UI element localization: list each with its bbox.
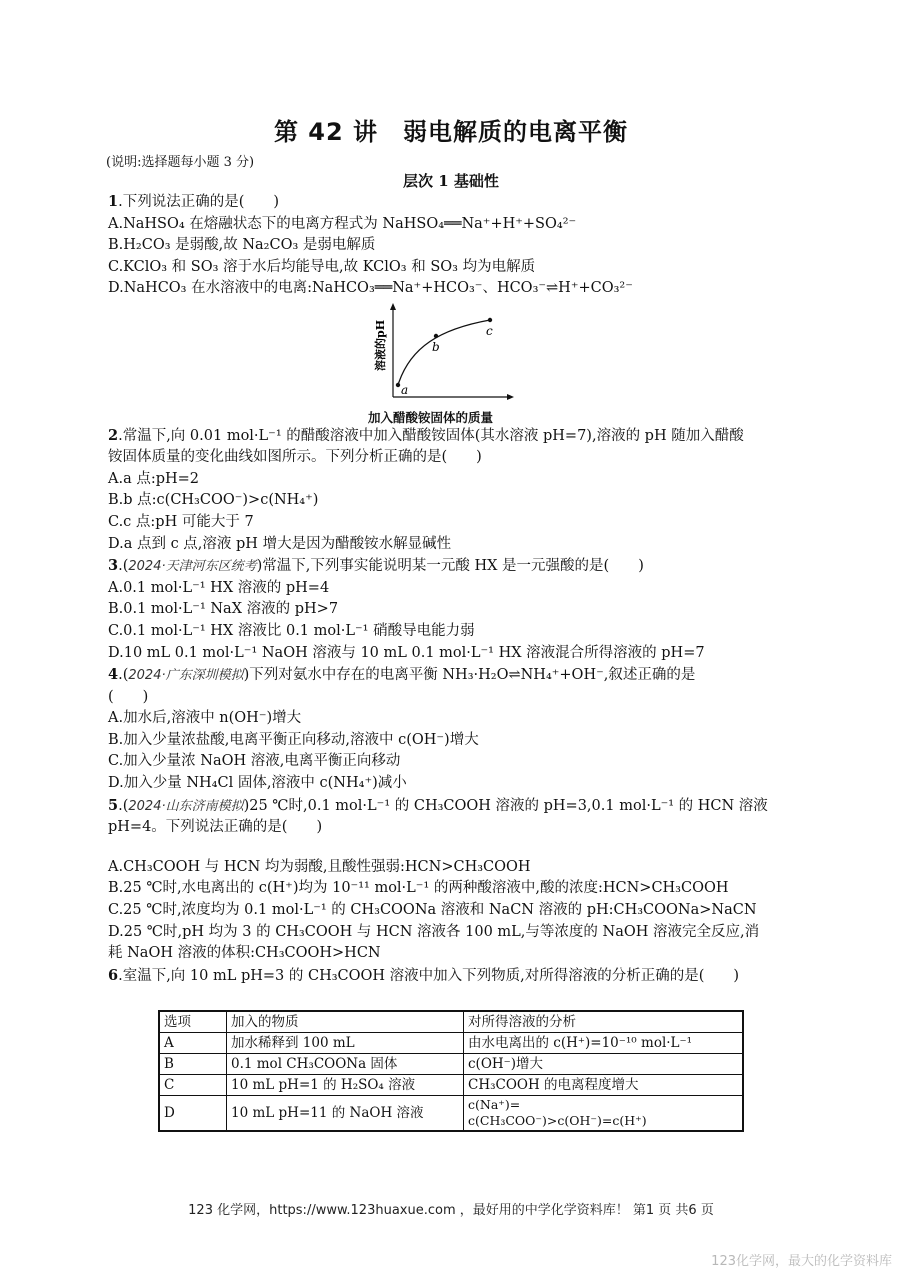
q6-stem: 6.室温下,向 10 mL pH=3 的 CH₃COOH 溶液中加入下列物质,对所得溶液的分析正确的是( )	[108, 966, 740, 984]
q5-source: 2024·山东济南模拟	[128, 798, 244, 814]
q1-option-a: A.NaHSO₄ 在熔融状态下的电离方程式为 NaHSO₄══Na⁺+H⁺+SO₄²⁻	[108, 215, 577, 232]
ph-curve	[398, 320, 490, 385]
q5-option-d: D.25 ℃时,pH 均为 3 的 CH₃COOH 与 HCN 溶液各 100 mL,与等浓度的 NaOH 溶液完全反应,消	[108, 923, 760, 940]
q3-option-b: B.0.1 mol·L⁻¹ NaX 溶液的 pH>7	[108, 601, 339, 618]
point-a	[396, 383, 400, 387]
q5-number: 5	[108, 796, 119, 814]
q2-stem: 2.常温下,向 0.01 mol·L⁻¹ 的醋酸溶液中加入醋酸铵固体(其水溶液 pH=7),溶液的 pH 随加入醋酸	[108, 426, 744, 444]
y-axis-label: 溶液的pH	[374, 319, 387, 371]
table-cell: 0.1 mol CH₃COONa 固体	[227, 1054, 464, 1075]
point-b-label: b	[432, 339, 440, 354]
site-watermark: 123化学网，最大的化学资料库	[711, 1254, 892, 1269]
answer-table	[158, 1010, 744, 1132]
q1-stem: 1.下列说法正确的是( )	[108, 193, 280, 210]
graph-x-label: 加入醋酸铵固体的质量	[368, 409, 494, 425]
table-cell: C	[159, 1075, 227, 1096]
q2-option-b: B.b 点:c(CH₃COO⁻)>c(NH₄⁺)	[108, 492, 319, 509]
table-cell: 10 mL pH=11 的 NaOH 溶液	[227, 1096, 464, 1132]
table-header-cell: 加入的物质	[227, 1011, 464, 1033]
table-header-row	[159, 1011, 743, 1033]
table-cell: 由水电离出的 c(H⁺)=10⁻¹⁰ mol·L⁻¹	[464, 1033, 744, 1054]
q4-stem: 4.(2024·广东深圳模拟)下列对氨水中存在的电离平衡 NH₃·H₂O⇌NH₄⁺+OH⁻,叙述正确的是	[108, 666, 696, 684]
x-axis-arrow	[507, 394, 514, 400]
table-cell	[464, 1096, 744, 1132]
q3-source: 2024·天津河东区统考	[128, 559, 257, 575]
q2-option-a: A.a 点:pH=2	[108, 470, 200, 487]
table-header-cell: 对所得溶液的分析	[464, 1011, 744, 1033]
q6-number: 6	[108, 966, 119, 984]
table-cell: B	[159, 1054, 227, 1075]
table-cell: A	[159, 1033, 227, 1054]
q4-blank: ( )	[108, 688, 149, 705]
table-cell: c(OH⁻)增大	[464, 1054, 744, 1075]
ph-curve-graph	[368, 303, 518, 403]
q4-source: 2024·广东深圳模拟	[128, 668, 244, 684]
q5-option-c: C.25 ℃时,浓度均为 0.1 mol·L⁻¹ 的 CH₃COONa 溶液和 NaCN 溶液的 pH:CH₃COONa>NaCN	[108, 902, 757, 919]
q5-option-a: A.CH₃COOH 与 HCN 均为弱酸,且酸性强弱:HCN>CH₃COOH	[108, 858, 531, 875]
q3-number: 3	[108, 557, 119, 575]
q2-stem-cont: 铵固体质量的变化曲线如图所示。下列分析正确的是( )	[108, 449, 482, 466]
table-cell: 加水稀释到 100 mL	[227, 1033, 464, 1054]
q4-number: 4	[108, 666, 119, 684]
y-axis-arrow	[390, 303, 396, 310]
q5-option-d-cont: 耗 NaOH 溶液的体积:CH₃COOH>HCN	[108, 945, 381, 962]
q1-option-b: B.H₂CO₃ 是弱酸,故 Na₂CO₃ 是弱电解质	[108, 237, 376, 254]
q4-option-a: A.加水后,溶液中 n(OH⁻)增大	[108, 710, 302, 727]
page-title: 第 42 讲 弱电解质的电离平衡	[273, 118, 629, 146]
point-a-label: a	[401, 382, 409, 397]
q4-option-d: D.加入少量 NH₄Cl 固体,溶液中 c(NH₄⁺)减小	[108, 775, 407, 792]
scoring-note: (说明:选择题每小题 3 分)	[106, 155, 255, 170]
q1-option-d: D.NaHCO₃ 在水溶液中的电离:NaHCO₃══Na⁺+HCO₃⁻、HCO₃⁻⇌H⁺+CO₃²⁻	[108, 280, 633, 297]
table-row	[159, 1096, 743, 1132]
point-c-label: c	[486, 323, 493, 338]
q4-option-b: B.加入少量浓盐酸,电离平衡正向移动,溶液中 c(OH⁻)增大	[108, 731, 479, 748]
point-b	[434, 334, 438, 338]
q1-option-c: C.KClO₃ 和 SO₃ 溶于水后均能导电,故 KClO₃ 和 SO₃ 均为电解质	[108, 258, 536, 275]
q5-option-b: B.25 ℃时,水电离出的 c(H⁺)均为 10⁻¹¹ mol·L⁻¹ 的两种酸溶液中,酸的浓度:HCN>CH₃COOH	[108, 880, 729, 897]
question-content	[108, 191, 798, 1132]
table-cell-line: c(CH₃COO⁻)>c(OH⁻)=c(H⁺)	[468, 1113, 647, 1129]
section-heading: 层次 1 基础性	[403, 172, 499, 190]
q3-option-a: A.0.1 mol·L⁻¹ HX 溶液的 pH=4	[108, 579, 330, 596]
table-cell-line: c(Na⁺)=	[468, 1097, 521, 1113]
table-row	[159, 1054, 743, 1075]
q5-stem-cont: pH=4。下列说法正确的是( )	[108, 819, 323, 836]
table-cell: CH₃COOH 的电离程度增大	[464, 1075, 744, 1096]
q5-stem: 5.(2024·山东济南模拟)25 ℃时,0.1 mol·L⁻¹ 的 CH₃COOH 溶液的 pH=3,0.1 mol·L⁻¹ 的 HCN 溶液	[108, 796, 768, 814]
point-c	[488, 318, 492, 322]
q2-option-d: D.a 点到 c 点,溶液 pH 增大是因为醋酸铵水解显碱性	[108, 535, 452, 552]
q3-option-c: C.0.1 mol·L⁻¹ HX 溶液比 0.1 mol·L⁻¹ 硝酸导电能力弱	[108, 622, 475, 639]
q2-number: 2	[108, 426, 119, 444]
table-header-cell: 选项	[159, 1011, 227, 1033]
page-footer: 123 化学网，https://www.123huaxue.com ，最好用的中学化学资料库！ 第1 页 共6 页	[188, 1203, 714, 1218]
table-row	[159, 1075, 743, 1096]
q2-option-c: C.c 点:pH 可能大于 7	[108, 513, 254, 530]
q3-option-d: D.10 mL 0.1 mol·L⁻¹ NaOH 溶液与 10 mL 0.1 mol·L⁻¹ HX 溶液混合所得溶液的 pH=7	[108, 644, 705, 661]
table-cell: D	[159, 1096, 227, 1132]
table-cell: 10 mL pH=1 的 H₂SO₄ 溶液	[227, 1075, 464, 1096]
q4-option-c: C.加入少量浓 NaOH 溶液,电离平衡正向移动	[108, 753, 401, 770]
q1-number: 1	[108, 193, 119, 210]
table-row	[159, 1033, 743, 1054]
q3-stem: 3.(2024·天津河东区统考)常温下,下列事实能说明某一元酸 HX 是一元强酸的是( )	[108, 557, 644, 575]
